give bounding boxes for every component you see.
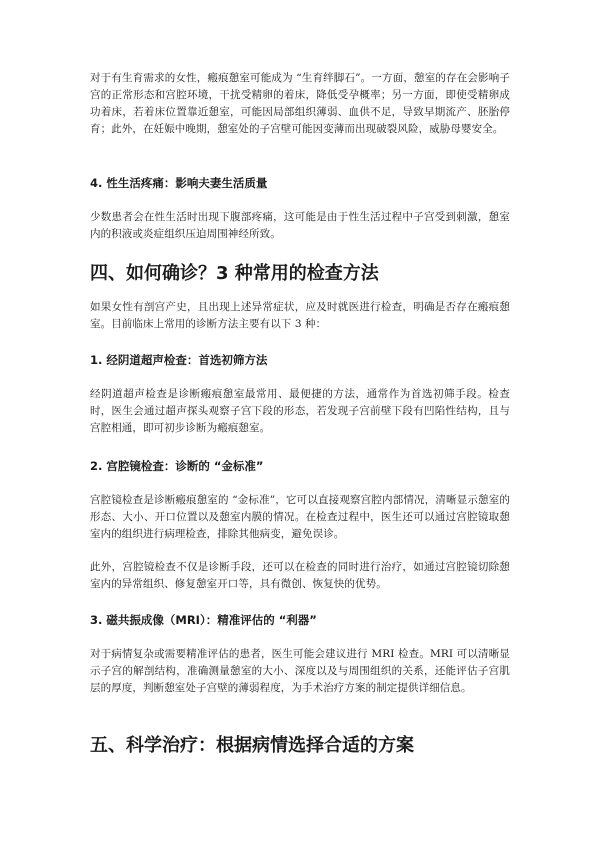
paragraph-ultrasound: 经阴道超声检查是诊断瘢痕憩室最常用、最便捷的方法，通常作为首选初筛手段。检查时，医生会通过超声探头观察子宫下段的形态，若发现子宫前壁下段有凹陷性结构，且与宫腔相通，即可初步诊断为瘢痕憩室。 bbox=[90, 388, 510, 434]
paragraph-hysteroscopy-treatment: 此外，宫腔镜检查不仅是诊断手段，还可以在检查的同时进行治疗，如通过宫腔镜切除憩室内的异常组织、修复憩室开口等，具有微创、恢复快的优势。 bbox=[90, 561, 510, 590]
paragraph-dyspareunia: 少数患者会在性生活时出现下腹部疼痛，这可能是由于性生活过程中子宫受到刺激，憩室内的积液或炎症组织压迫周围神经所致。 bbox=[90, 211, 510, 240]
subheading-mri: 3. 磁共振成像（MRI）：精准评估的 “利器” bbox=[90, 613, 317, 627]
subheading-ultrasound: 1. 经阴道超声检查：首选初筛方法 bbox=[90, 353, 268, 367]
paragraph-hysteroscopy: 宫腔镜检查是诊断瘢痕憩室的 “金标准”，它可以直接观察宫腔内部情况，清晰显示憩室的形态、大小、开口位置以及憩室内膜的情况。在检查过程中，医生还可以通过宫腔镜取憩室内的组织进行病理检查，排除其他病变，避免误诊。 bbox=[90, 494, 510, 540]
heading-diagnosis: 四、如何确诊？3 种常用的检查方法 bbox=[90, 263, 379, 284]
subheading-hysteroscopy: 2. 宫腔镜检查：诊断的 “金标准” bbox=[90, 459, 264, 473]
subheading-dyspareunia: 4. 性生活疼痛：影响夫妻生活质量 bbox=[90, 176, 268, 190]
paragraph-diagnosis-intro: 如果女性有剖宫产史，且出现上述异常症状，应及时就医进行检查，明确是否存在瘢痕憩室。目前临床上常用的诊断方法主要有以下 3 种： bbox=[90, 301, 510, 330]
paragraph-mri: 对于病情复杂或需要精准评估的患者，医生可能会建议进行 MRI 检查。MRI 可以清晰显示子宫的解剖结构，准确测量憩室的大小、深度以及与周围组织的关系，还能评估子宫肌层的厚度，判断憩室处子宫壁的薄弱程度，为手术治疗方案的制定提供详细信息。 bbox=[90, 648, 510, 694]
paragraph-fertility-impact: 对于有生育需求的女性，瘢痕憩室可能成为 “生育绊脚石”。一方面，憩室的存在会影响子宫的正常形态和宫腔环境，干扰受精卵的着床，降低受孕概率；另一方面，即使受精卵成功着床，若着床位置靠近憩室，可能因局部组织薄弱、血供不足，导致早期流产、胚胎停育；此外，在妊娠中晚期，憩室处的子宫壁可能因变薄而出现破裂风险，威胁母婴安全。 bbox=[90, 72, 510, 135]
heading-treatment: 五、科学治疗：根据病情选择合适的方案 bbox=[90, 735, 414, 756]
